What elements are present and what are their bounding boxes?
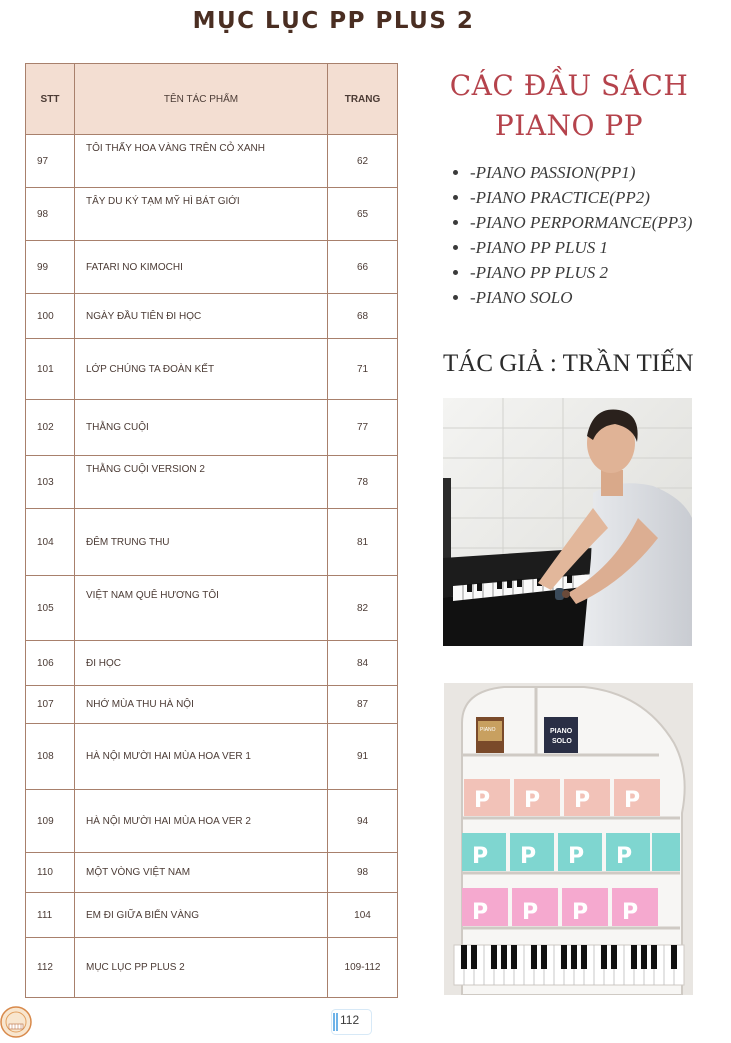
book-list [452, 160, 731, 310]
author-photo [443, 398, 692, 646]
row-stt: 104 [26, 509, 75, 576]
row-page: 66 [328, 241, 398, 294]
table-row [26, 456, 398, 509]
book-list-item: • -PIANO PP PLUS 1 [470, 235, 731, 260]
table-row [26, 509, 398, 576]
row-title: VIỆT NAM QUÊ HƯƠNG TÔI [86, 590, 219, 601]
shelf-book-subtitle: SOLO [552, 738, 572, 745]
row-stt: 112 [26, 938, 75, 998]
row-title: THẰNG CUỘI VERSION 2 [86, 464, 205, 475]
row-stt: 102 [26, 400, 75, 456]
row-page: 81 [328, 509, 398, 576]
row-stt: 111 [26, 893, 75, 938]
row-page: 71 [328, 339, 398, 400]
row-stt: 98 [26, 188, 75, 241]
table-row [26, 294, 398, 339]
table-row [26, 188, 398, 241]
svg-text:P: P [524, 788, 541, 813]
table-row [26, 641, 398, 686]
row-page: 109-112 [328, 938, 398, 998]
svg-text:P: P [522, 900, 539, 925]
table-row [26, 853, 398, 893]
page-number: 112 [340, 1013, 360, 1027]
header-page: TRANG [328, 64, 398, 135]
table-row [26, 135, 398, 188]
svg-text:PIANO: PIANO [480, 727, 496, 733]
table-row [26, 576, 398, 641]
books-heading [430, 66, 708, 146]
row-stt: 103 [26, 456, 75, 509]
table-header-row [26, 64, 398, 135]
row-title: ĐI HỌC [75, 641, 328, 686]
row-page: 78 [328, 456, 398, 509]
row-title: NHỚ MÙA THU HÀ NỘI [75, 686, 328, 724]
book-list-item: • -PIANO PERPORMANCE(PP3) [470, 210, 731, 235]
books-heading-line1: CÁC ĐẦU SÁCH [449, 69, 689, 102]
row-title: HÀ NỘI MƯỜI HAI MÙA HOA VER 2 [75, 790, 328, 853]
book-list-item: • -PIANO PRACTICE(PP2) [470, 185, 731, 210]
row-title: MỘT VÒNG VIỆT NAM [75, 853, 328, 893]
row-title: LỚP CHÚNG TA ĐOÀN KẾT [75, 339, 328, 400]
row-stt: 97 [26, 135, 75, 188]
svg-text:P: P [520, 844, 537, 869]
table-of-contents [25, 63, 398, 998]
bookshelf-photo [444, 683, 693, 995]
book-list-item: • -PIANO SOLO [470, 285, 731, 310]
svg-text:P: P [472, 844, 489, 869]
row-stt: 106 [26, 641, 75, 686]
svg-text:P: P [568, 844, 585, 869]
header-name: TÊN TÁC PHẨM [75, 64, 328, 135]
table-row [26, 339, 398, 400]
book-list-item: • -PIANO PP PLUS 2 [470, 260, 731, 285]
row-title: FATARI NO KIMOCHI [75, 241, 328, 294]
row-page: 82 [328, 576, 398, 641]
svg-text:P: P [622, 900, 639, 925]
table-row [26, 400, 398, 456]
row-stt: 108 [26, 724, 75, 790]
header-stt: STT [26, 64, 75, 135]
row-title: NGÀY ĐẦU TIÊN ĐI HỌC [75, 294, 328, 339]
table-row [26, 893, 398, 938]
svg-text:P: P [616, 844, 633, 869]
row-stt: 109 [26, 790, 75, 853]
row-page: 77 [328, 400, 398, 456]
row-title: HÀ NỘI MƯỜI HAI MÙA HOA VER 1 [75, 724, 328, 790]
row-page: 98 [328, 853, 398, 893]
row-page: 87 [328, 686, 398, 724]
table-row [26, 724, 398, 790]
row-page: 68 [328, 294, 398, 339]
book-list-item: • -PIANO PASSION(PP1) [470, 160, 731, 185]
svg-text:P: P [624, 788, 641, 813]
row-page: 94 [328, 790, 398, 853]
row-page: 104 [328, 893, 398, 938]
svg-text:P: P [472, 900, 489, 925]
row-page: 62 [328, 135, 398, 188]
row-stt: 110 [26, 853, 75, 893]
row-title: ĐÊM TRUNG THU [75, 509, 328, 576]
row-title: EM ĐI GIỮA BIỂN VÀNG [75, 893, 328, 938]
page-title: MỤC LỤC PP PLUS 2 [192, 8, 475, 34]
row-page: 65 [328, 188, 398, 241]
row-stt: 107 [26, 686, 75, 724]
row-title: TÂY DU KÝ TẠM MỸ HÌ BÁT GIỚI [86, 196, 240, 207]
row-page: 91 [328, 724, 398, 790]
row-title: TÔI THẤY HOA VÀNG TRÊN CỎ XANH [86, 143, 265, 154]
row-stt: 101 [26, 339, 75, 400]
table-row [26, 938, 398, 998]
row-stt: 99 [26, 241, 75, 294]
row-stt: 105 [26, 576, 75, 641]
table-row [26, 241, 398, 294]
svg-text:P: P [474, 788, 491, 813]
books-heading-line2: PIANO PP [494, 109, 644, 142]
row-page: 84 [328, 641, 398, 686]
shelf-book-title: PIANO [550, 728, 573, 735]
brand-logo-icon [0, 1006, 32, 1038]
table-row [26, 686, 398, 724]
author-credit: TÁC GIẢ : TRẦN TIẾN [443, 350, 694, 377]
row-title: THẰNG CUỘI [75, 400, 328, 456]
svg-text:P: P [574, 788, 591, 813]
table-row [26, 790, 398, 853]
row-stt: 100 [26, 294, 75, 339]
svg-text:P: P [572, 900, 589, 925]
row-title: MỤC LỤC PP PLUS 2 [75, 938, 328, 998]
